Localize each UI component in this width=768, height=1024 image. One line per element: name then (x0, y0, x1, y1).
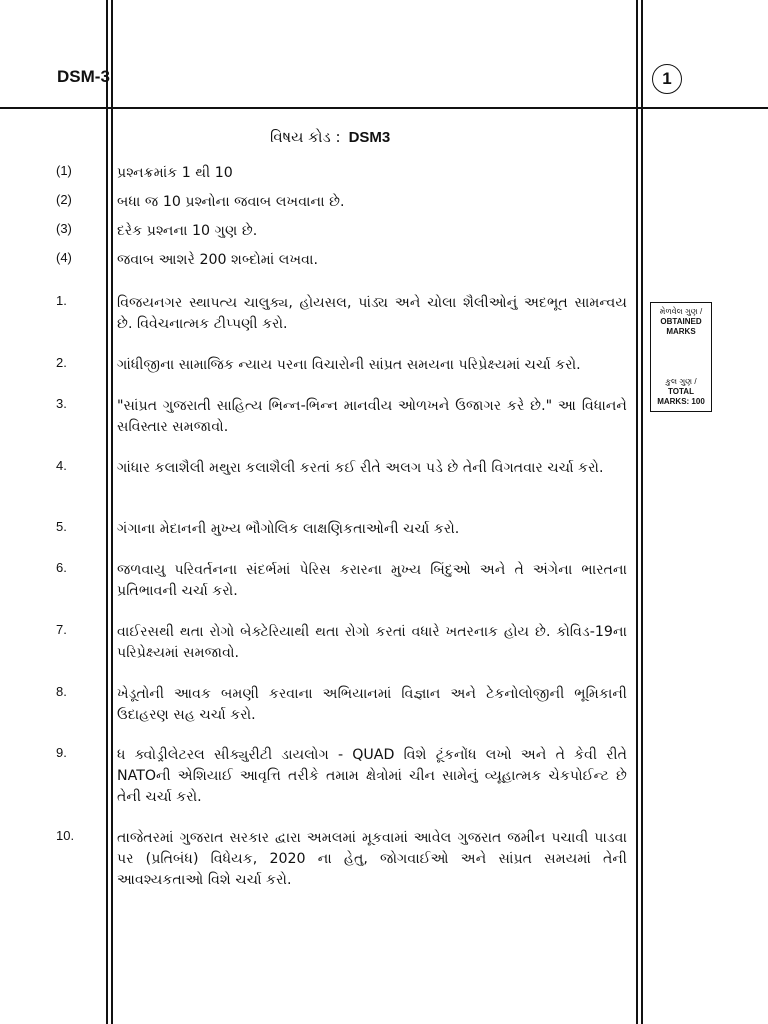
question-number: 2. (56, 355, 67, 370)
obtained-marks-label-en: OBTAINED (660, 317, 702, 326)
right-margin-line-outer (641, 0, 643, 1024)
question-number: 5. (56, 519, 67, 534)
instruction-text: દરેક પ્રશ્નના 10 ગુણ છે. (117, 223, 258, 239)
total-marks-label-gu: કુલ ગુણ / (665, 377, 697, 386)
obtained-marks-label-gu: મેળવેલ ગુણ / (659, 307, 703, 316)
question-number: 3. (56, 396, 67, 411)
question-number: 9. (56, 745, 67, 760)
right-margin-line-inner (636, 0, 638, 1024)
question-number: 6. (56, 560, 67, 575)
question-text: જળવાયુ પરિવર્તનના સંદર્ભમાં પેરિસ કરારના મુખ્ય બિંદુઓ અને તે અંગેના ભારતના પ્રતિભાવની ચર્ચા કરો. (117, 562, 627, 599)
page-number-badge (652, 64, 682, 94)
instruction-number: (2) (56, 192, 72, 207)
instruction-text: જવાબ આશરે 200 શબ્દોમાં લખવા. (117, 252, 319, 268)
question-number: 8. (56, 684, 67, 699)
instruction-text: પ્રશ્નક્રમાંક 1 થી 10 (117, 165, 233, 181)
instruction-number: (3) (56, 221, 72, 236)
question-number: 7. (56, 622, 67, 637)
question-text: "સાંપ્રત ગુજરાતી સાહિત્ય ભિન્ન-ભિન્ન માનવીય ઓળખને ઉજાગર કરે છે." આ વિધાનને સવિસ્તાર સમજાવો. (117, 398, 627, 435)
total-marks-section (651, 373, 711, 407)
question-number: 1. (56, 293, 67, 308)
total-marks-label-en: TOTAL (668, 387, 694, 396)
obtained-marks-section (651, 303, 711, 337)
paper-code: DSM-3 (57, 67, 110, 86)
subject-code: DSM3 (348, 129, 391, 146)
instruction-text: બધા જ 10 પ્રશ્નોના જવાબ લખવાના છે. (117, 194, 345, 210)
page-number: 1 (662, 69, 672, 88)
question-text: ગાંધીજીના સામાજિક ન્યાય પરના વિચારોની સાંપ્રત સમયના પરિપ્રેક્ષ્યમાં ચર્ચા કરો. (117, 357, 581, 373)
question-text: ગાંધાર કલાશૈલી મથુરા કલાશૈલી કરતાં કઈ રીતે અલગ પડે છે તેની વિગતવાર ચર્ચા કરો. (117, 460, 604, 476)
question-text: તાજેતરમાં ગુજરાત સરકાર દ્વારા અમલમાં મૂકવામાં આવેલ ગુજરાત જમીન પચાવી પાડવા પર (પ્રતિબંધ) વિધેયક, 2020 ના હેતુ, જોગવાઈઓ અને સાંપ્રત સમયમાં તેની આવશ્યકતાઓ વિશે ચર્ચા કરો. (117, 830, 627, 888)
total-marks-value: MARKS: 100 (657, 397, 705, 406)
left-margin-line-inner (111, 0, 113, 1024)
marks-box (650, 302, 712, 412)
instruction-number: (4) (56, 250, 72, 265)
question-number: 4. (56, 458, 67, 473)
question-number: 10. (56, 828, 75, 843)
header-rule (0, 107, 768, 109)
question-text: વિજયનગર સ્થાપત્ય ચાલુક્ય, હોયસલ, પાંડ્ય અને ચોલા શૈલીઓનું અદભૂત સામન્વય છે. વિવેચનાત્મક ટીપ્પણી કરો. (117, 295, 627, 332)
question-text: ગંગાના મેદાનની મુખ્ય ભૌગોલિક લાક્ષણિકતાઓની ચર્ચા કરો. (117, 521, 460, 537)
left-margin-line-outer (106, 0, 108, 1024)
question-text: ખેડૂતોની આવક બમણી કરવાના અભિયાનમાં વિજ્ઞાન અને ટેકનોલોજીની ભૂમિકાની ઉદાહરણ સહ ચર્ચા કરો. (117, 686, 627, 723)
obtained-marks-label-en-2: MARKS (666, 327, 696, 336)
subject-line (270, 128, 390, 146)
question-text: ધ ક્વોડ્રીલેટરલ સીક્યુરીટી ડાયલોગ - QUAD વિશે ટૂંકનોંધ લખો અને તે કેવી રીતે NATOની એશિયાઈ આવૃત્તિ તરીકે તમામ ક્ષેત્રોમાં ચીન સામેનું વ્યૂહાત્મક ચેકપોઈન્ટ છે તેની ચર્ચા કરો. (117, 747, 627, 805)
instruction-number: (1) (56, 163, 72, 178)
question-text: વાઈરસથી થતા રોગો બેક્ટેરિયાથી થતા રોગો કરતાં વધારે ખતરનાક હોય છે. કોવિડ-19ના પરિપ્રેક્ષ્યમાં સમજાવો. (117, 624, 627, 661)
subject-label: વિષય કોડ : (270, 128, 341, 146)
